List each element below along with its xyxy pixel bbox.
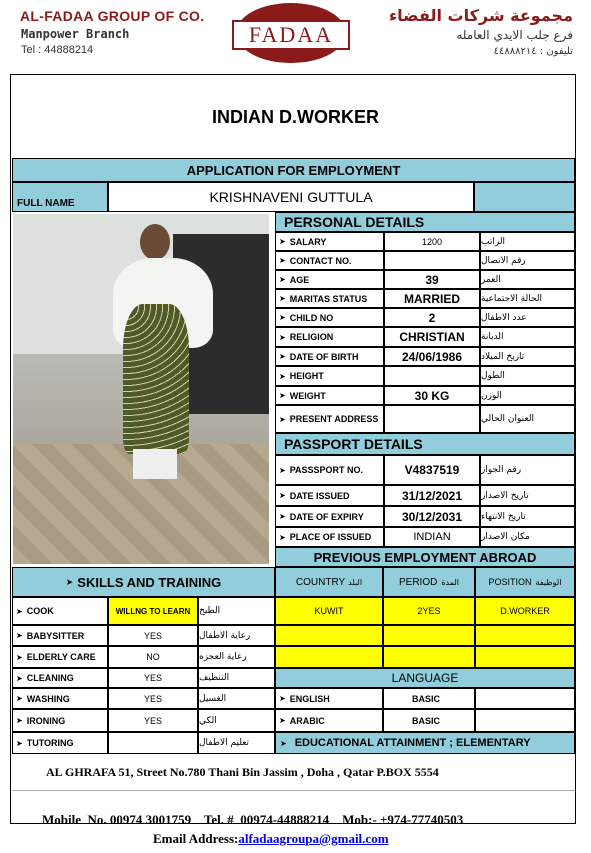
footer-address: AL GHRAFA 51, Street No.780 Thani Bin Jassim , Doha , Qatar P.BOX 5554 <box>46 765 439 779</box>
personal-value <box>384 251 480 270</box>
document-title: INDIAN D.WORKER <box>212 107 379 127</box>
arrow-icon: ➤ <box>16 694 23 703</box>
passport-details-title: PASSPORT DETAILS <box>275 433 575 455</box>
employment-col-country <box>275 567 383 597</box>
skill-arabic-label: الغسيل <box>198 688 275 709</box>
skill-label <box>12 597 108 625</box>
application-title: APPLICATION FOR EMPLOYMENT <box>12 158 575 182</box>
arrow-icon: ➤ <box>279 532 286 542</box>
personal-value: CHRISTIAN <box>384 327 480 347</box>
col-position-ar: الوظيفة <box>535 577 562 587</box>
arrow-icon: ➤ <box>16 738 23 748</box>
personal-label <box>275 347 384 366</box>
passport-value: 30/12/2031 <box>384 506 480 527</box>
passport-arabic-label: مكان الاصدار <box>480 527 575 547</box>
personal-label <box>275 327 384 347</box>
passport-label-text: DATE OF EXPIRY <box>289 511 364 522</box>
skill-value: YES <box>108 688 198 709</box>
personal-details-title: PERSONAL DETAILS <box>275 212 575 232</box>
employment-col-period <box>383 567 475 597</box>
col-period-en: PERIOD <box>398 576 438 588</box>
email-label: Email Address: <box>153 831 239 846</box>
skill-value: WILLNG TO LEARN <box>108 597 198 625</box>
language-label-text: ENGLISH <box>289 693 330 704</box>
arrow-icon: ➤ <box>16 716 23 725</box>
employment-country <box>275 646 383 668</box>
personal-label-text: WEIGHT <box>289 390 326 401</box>
passport-arabic-label: تاريخ الانتهاء <box>480 506 575 527</box>
company-name-ar: مجموعة شركات الفضاء <box>388 6 573 25</box>
passport-label-text: DATE ISSUED <box>289 490 350 501</box>
skill-label <box>12 688 108 709</box>
arrow-icon: ➤ <box>279 313 286 322</box>
language-title: LANGUAGE <box>275 668 575 688</box>
skill-label <box>12 646 108 668</box>
skill-label-text: BABYSITTER <box>26 630 85 641</box>
personal-value: 30 KG <box>384 386 480 405</box>
skill-arabic-label: التنظيف <box>198 668 275 688</box>
personal-arabic-label: عدد الاطفال <box>480 308 575 327</box>
skill-label-text: ELDERLY CARE <box>26 652 96 662</box>
arrow-icon: ➤ <box>279 352 286 361</box>
skill-label <box>12 668 108 688</box>
skill-arabic-label: رعاية العجزه <box>198 646 275 668</box>
employment-position <box>475 646 575 668</box>
arrow-icon: ➤ <box>16 631 23 640</box>
personal-label <box>275 308 384 327</box>
personal-value: 39 <box>384 270 480 289</box>
personal-label <box>275 251 384 270</box>
passport-label-text: PASSSPORT NO. <box>289 465 364 475</box>
skill-arabic-label: الكي <box>198 709 275 732</box>
personal-value: 2 <box>384 308 480 327</box>
person-dress <box>123 304 189 454</box>
full-name-label: FULL NAME <box>12 182 108 212</box>
personal-value: 24/06/1986 <box>384 347 480 366</box>
arrow-icon: ➤ <box>279 716 286 725</box>
personal-label-text: MARITAS STATUS <box>289 293 368 304</box>
passport-label-text: PLACE OF ISSUED <box>289 532 372 542</box>
skills-title-text: SKILLS AND TRAINING <box>77 574 222 590</box>
language-label-text: ARABIC <box>289 715 325 726</box>
language-label <box>275 688 383 709</box>
personal-value <box>384 366 480 386</box>
personal-label <box>275 232 384 251</box>
arrow-icon: ➤ <box>279 694 286 703</box>
passport-value: INDIAN <box>384 527 480 547</box>
personal-label-text: RELIGION <box>289 332 334 342</box>
employment-period <box>383 646 475 668</box>
employment-position: D.WORKER <box>475 597 575 625</box>
skill-arabic-label: الطبخ <box>198 597 275 625</box>
skill-label <box>12 709 108 732</box>
education-arrow-icon: ➤ <box>280 738 287 748</box>
personal-value: MARRIED <box>384 289 480 308</box>
arrow-icon: ➤ <box>279 332 286 342</box>
col-period-ar: المدة <box>441 577 460 587</box>
passport-label <box>275 455 384 485</box>
arrow-icon: ➤ <box>279 512 286 521</box>
personal-label-text: CONTACT NO. <box>289 255 352 266</box>
personal-arabic-label: تاريخ الميلاد <box>480 347 575 366</box>
personal-arabic-label: الراتب <box>480 232 575 251</box>
personal-arabic-label: العنوان الحالي <box>480 405 575 433</box>
full-name-value: KRISHNAVENI GUTTULA <box>108 182 474 212</box>
employment-country: KUWIT <box>275 597 383 625</box>
skill-value: YES <box>108 668 198 688</box>
education-row <box>275 732 575 754</box>
company-name-en: AL-FADAA GROUP OF CO. <box>20 8 205 24</box>
arrow-icon: ➤ <box>279 275 286 284</box>
personal-label-text: CHILD NO <box>289 312 334 323</box>
footer-separator <box>12 790 575 791</box>
personal-label-text: AGE <box>289 274 310 285</box>
skill-label-text: TUTORING <box>26 738 74 748</box>
employment-country <box>275 625 383 646</box>
arrow-icon: ➤ <box>279 256 286 265</box>
language-value: BASIC <box>383 688 475 709</box>
skill-value: YES <box>108 625 198 646</box>
personal-label-text: HEIGHT <box>289 371 324 381</box>
employment-title: PREVIOUS EMPLOYMENT ABROAD <box>275 547 575 567</box>
skill-arabic-label: تعليم الاطفال <box>198 732 275 754</box>
personal-label <box>275 270 384 289</box>
logo-text: FADAA <box>248 22 334 47</box>
language-value: BASIC <box>383 709 475 732</box>
applicant-photo <box>13 214 269 564</box>
letterhead <box>0 0 591 70</box>
arrow-icon: ➤ <box>279 371 286 381</box>
employment-position <box>475 625 575 646</box>
skill-value <box>108 732 198 754</box>
skills-title <box>12 567 275 597</box>
personal-label <box>275 289 384 308</box>
personal-label <box>275 405 384 433</box>
footer-email-line <box>153 831 389 847</box>
passport-label <box>275 485 384 506</box>
arrow-icon: ➤ <box>279 237 286 246</box>
education-text: EDUCATIONAL ATTAINMENT ; ELEMENTARY <box>294 737 531 749</box>
employment-period: 2YES <box>383 597 475 625</box>
arrow-icon: ➤ <box>279 465 286 475</box>
skill-label-text: COOK <box>26 606 54 616</box>
col-position-en: POSITION <box>488 577 532 587</box>
personal-arabic-label: الطول <box>480 366 575 386</box>
passport-arabic-label: تاريخ الاصدار <box>480 485 575 506</box>
person-legs <box>133 449 177 479</box>
company-branch-en: Manpower Branch <box>21 27 130 41</box>
personal-arabic-label: الوزن <box>480 386 575 405</box>
arrow-icon: ➤ <box>16 606 23 616</box>
passport-arabic-label: رقم الجواز <box>480 455 575 485</box>
footer-phones: Mobile No. 00974 3001759 Tel. # 00974-44888214 Mob:- +974-77740503 <box>42 812 464 827</box>
company-branch-ar: فرع جلب الايدي العامله <box>456 28 573 42</box>
skill-arabic-label: رعاية الاطفال <box>198 625 275 646</box>
passport-value: 31/12/2021 <box>384 485 480 506</box>
skills-arrow-icon: ➤ <box>65 576 74 587</box>
personal-arabic-label: العمر <box>480 270 575 289</box>
personal-arabic-label: الديانة <box>480 327 575 347</box>
passport-label <box>275 527 384 547</box>
arrow-icon: ➤ <box>16 652 23 662</box>
company-tel-en: Tel : 44888214 <box>21 44 94 56</box>
language-blank <box>475 688 575 709</box>
language-label <box>275 709 383 732</box>
personal-label-text: PRESENT ADDRESS <box>289 414 379 424</box>
personal-value <box>384 405 480 433</box>
skill-value: YES <box>108 709 198 732</box>
arrow-icon: ➤ <box>279 414 286 424</box>
passport-value: V4837519 <box>384 455 480 485</box>
personal-label-text: DATE OF BIRTH <box>289 351 359 362</box>
language-blank <box>475 709 575 732</box>
company-tel-ar: تليفون : ٤٤٨٨٨٢١٤ <box>493 46 573 57</box>
full-name-blank <box>474 182 575 212</box>
arrow-icon: ➤ <box>279 391 286 400</box>
employment-period <box>383 625 475 646</box>
email-link[interactable]: alfadaagroupa@gmail.com <box>238 831 389 846</box>
passport-label <box>275 506 384 527</box>
employment-col-position <box>475 567 575 597</box>
arrow-icon: ➤ <box>16 673 23 683</box>
personal-arabic-label: الحالة الاجتماعية <box>480 289 575 308</box>
col-country-en: COUNTRY <box>295 576 346 588</box>
personal-label <box>275 386 384 405</box>
skill-label <box>12 625 108 646</box>
skill-label-text: IRONING <box>26 715 66 726</box>
skill-label-text: WASHING <box>26 693 70 704</box>
skill-value: NO <box>108 646 198 668</box>
col-country-ar: البلد <box>348 577 363 587</box>
arrow-icon: ➤ <box>279 491 286 500</box>
arrow-icon: ➤ <box>279 294 286 303</box>
personal-value: 1200 <box>384 232 480 251</box>
personal-label-text: SALARY <box>289 236 327 247</box>
personal-label <box>275 366 384 386</box>
skill-label-text: CLEANING <box>26 673 74 683</box>
person-head <box>140 224 170 260</box>
personal-arabic-label: رقم الاتصال <box>480 251 575 270</box>
skill-label <box>12 732 108 754</box>
